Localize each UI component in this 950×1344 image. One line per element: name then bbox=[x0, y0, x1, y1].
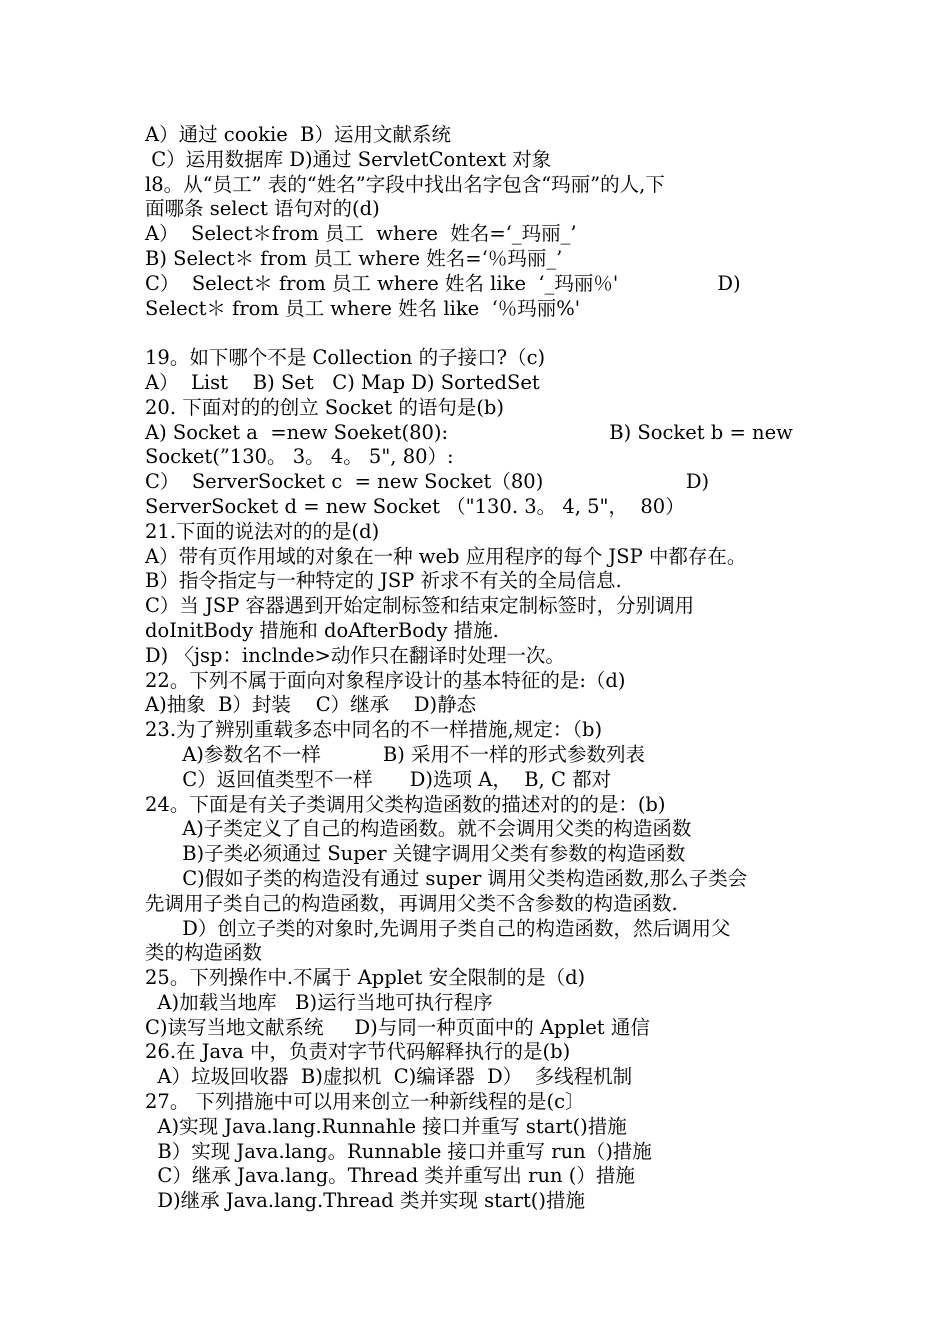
text-line: A）通过 cookie B）运用文献系统 bbox=[145, 123, 452, 146]
option-line: D) 〈jsp：inclnde>动作只在翻译时处理一次。 bbox=[145, 643, 565, 667]
option-line: C)假如子类的构造没有通过 super 调用父类构造函数,那么子类会 bbox=[145, 866, 748, 890]
option-line: B）实现 Java.lang。Runnable 接口并重写 run（)措施 bbox=[145, 1139, 652, 1163]
option-line: 类的构造函数 bbox=[145, 941, 263, 965]
option-line: B)子类必须通过 Super 关键字调用父类有参数的构造函数 bbox=[145, 842, 686, 866]
option-line: A） List B) Set C) Map D) SortedSet bbox=[145, 370, 540, 394]
option-line: doInitBody 措施和 doAfterBody 措施. bbox=[145, 618, 499, 642]
option-line: D)继承 Java.lang.Thread 类并实现 start()措施 bbox=[145, 1189, 585, 1213]
question-26-text: 26.在 Java 中，负责对字节代码解释执行的是(b) bbox=[145, 1040, 571, 1064]
option-line: A)子类定义了自己的构造函数。就不会调用父类的构造函数 bbox=[145, 817, 692, 841]
option-line: Select＊ from 员工 where 姓名 like ‘％玛丽%' bbox=[145, 296, 581, 320]
option-line: A)参数名不一样 B) 采用不一样的形式参数列表 bbox=[145, 742, 646, 766]
option-line: Socket(”130。 3。 4。 5", 80）: bbox=[145, 445, 454, 469]
option-line: A） Select＊from 员工 where 姓名=‘_玛丽_’ bbox=[145, 222, 577, 246]
option-line: C)读写当地文献系统 D)与同一种页面中的 Applet 通信 bbox=[145, 1015, 650, 1039]
option-line: C） ServerSocket c = new Socket（80) D) bbox=[145, 470, 710, 494]
option-line: ServerSocket d = new Socket （"130. 3。 4, 5"， 80） bbox=[145, 494, 685, 518]
option-line: B) Select＊ from 员工 where 姓名=‘％玛丽_’ bbox=[145, 246, 563, 270]
option-line: C）继承 Java.lang。Thread 类并重写出 run (）措施 bbox=[145, 1164, 635, 1188]
option-line: C）当 JSP 容器遇到开始定制标签和结束定制标签时，分别调用 bbox=[145, 594, 695, 618]
blank-line bbox=[145, 321, 810, 346]
question-25-text: 25。下列操作中.不属于 Applet 安全限制的是（d) bbox=[145, 966, 586, 990]
option-line: D）创立子类的对象时,先调用子类自己的构造函数，然后调用父 bbox=[145, 916, 731, 940]
option-line: A)加载当地库 B)运行当地可执行程序 bbox=[145, 990, 493, 1014]
question-21-text: 21.下面的说法对的的是(d) bbox=[145, 519, 380, 543]
question-19-text: 19。如下哪个不是 Collection 的子接口?（c) bbox=[145, 346, 546, 370]
option-line: 先调用子类自己的构造函数，再调用父类不含参数的构造函数. bbox=[145, 891, 678, 915]
text-line: 面哪条 select 语句对的(d) bbox=[145, 197, 380, 221]
option-line: A)实现 Java.lang.Runnahle 接口并重写 start()措施 bbox=[145, 1114, 627, 1138]
question-22-text: 22。下列不属于面向对象程序设计的基本特征的是:（d) bbox=[145, 668, 626, 692]
option-line: A）垃圾回收器 B)虚拟机 C)编译器 D） 多线程机制 bbox=[145, 1065, 633, 1089]
document-body bbox=[145, 123, 810, 1214]
question-23-text: 23.为了辨别重载多态中同名的不一样措施,规定：（b) bbox=[145, 718, 603, 742]
text-line: C）运用数据库 D)通过 ServletContext 对象 bbox=[145, 147, 552, 171]
option-line: A) Socket a =new Soeket(80): B) Socket b = new bbox=[145, 420, 793, 444]
option-line: C） Select＊ from 员工 where 姓名 like ‘_玛丽％' D) bbox=[145, 271, 741, 295]
question-20-text: 20. 下面对的的创立 Socket 的语句是(b) bbox=[145, 395, 505, 419]
option-line: A）带有页作用域的对象在一种 web 应用程序的每个 JSP 中都存在。 bbox=[145, 544, 747, 568]
question-18-text: l8。从“员工” 表的“姓名”字段中找出名字包含“玛丽”的人,下 bbox=[145, 172, 665, 196]
question-24-text: 24。下面是有关子类调用父类构造函数的描述对的的是：(b) bbox=[145, 792, 666, 816]
option-line: C）返回值类型不一样 D)选项 A， B, C 都对 bbox=[145, 767, 612, 791]
option-line: B）指令指定与一种特定的 JSP 祈求不有关的全局信息. bbox=[145, 569, 622, 593]
option-line: A)抽象 B）封装 C）继承 D)静态 bbox=[145, 693, 477, 717]
question-27-text: 27。 下列措施中可以用来创立一种新线程的是(c〕 bbox=[145, 1090, 585, 1114]
